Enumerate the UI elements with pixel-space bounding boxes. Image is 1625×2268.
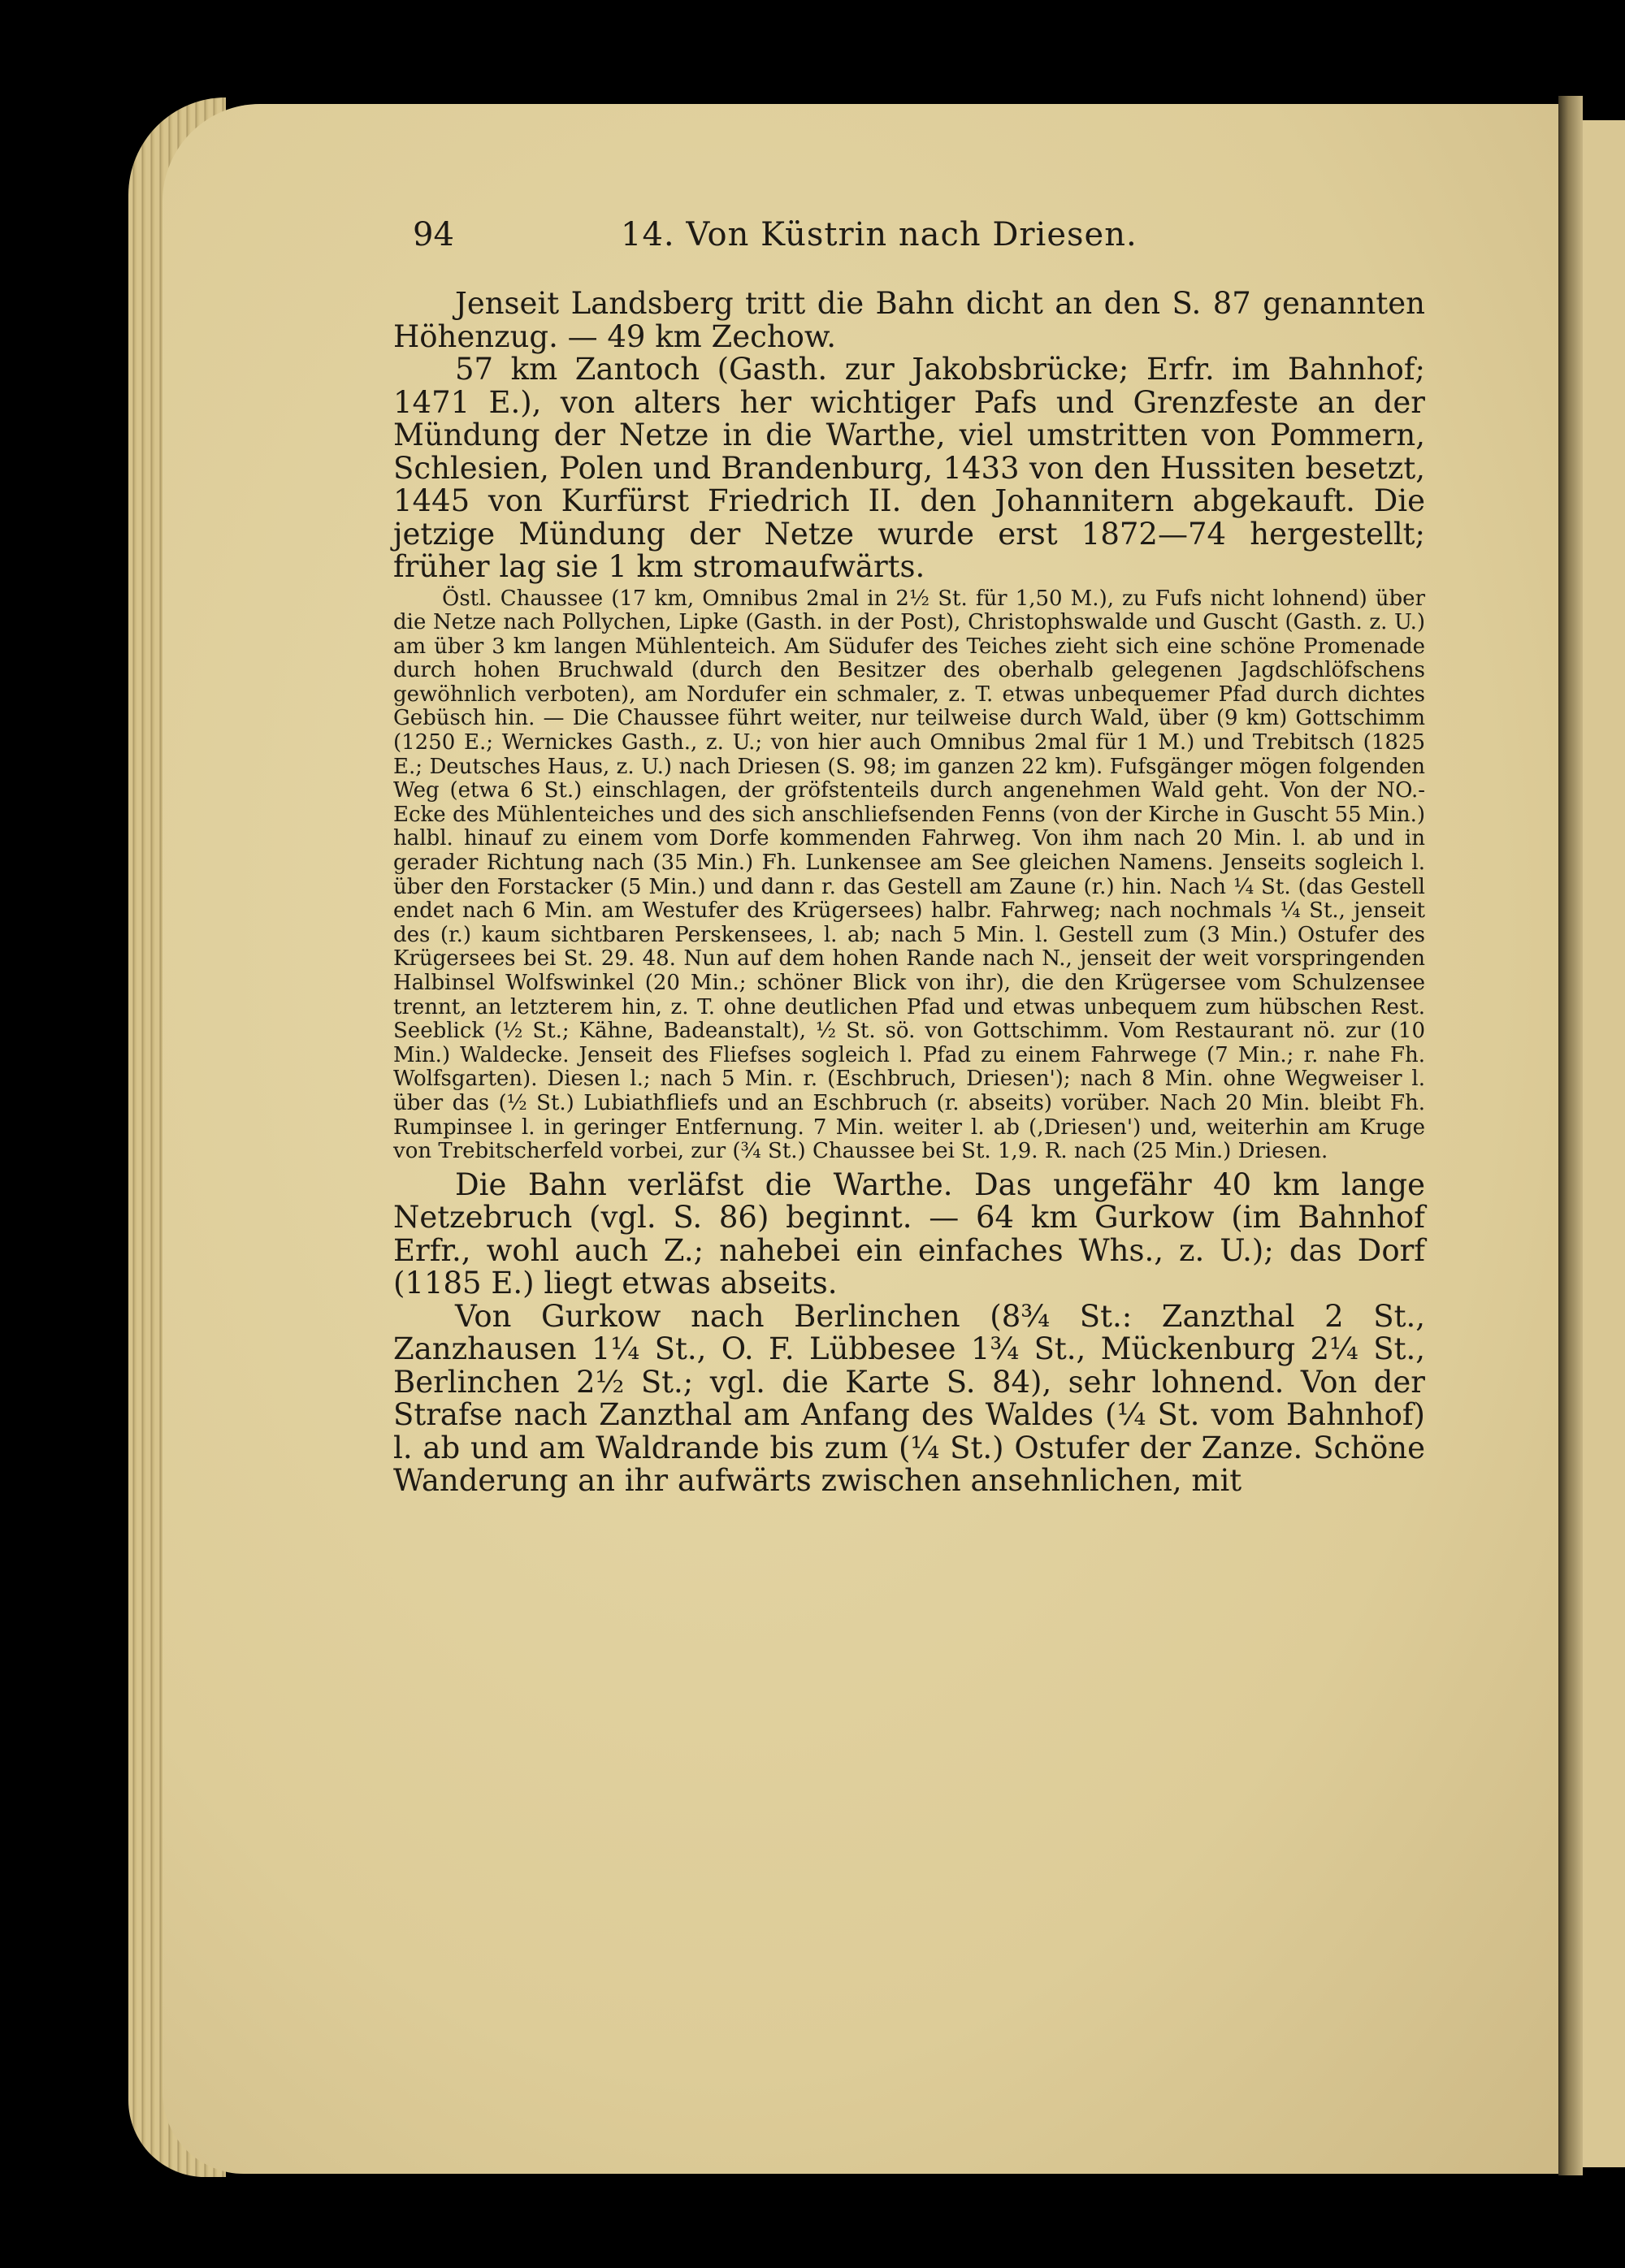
paragraph-5: Von Gurkow nach Berlinchen (8¾ St.: Zanzthal 2 St., Zanzhausen 1¼ St., O. F. Lübbesee 1¾ St., Mückenburg 2¼ St., Berlinchen 2½ St.; vgl. die Karte S. 84), sehr lohnend. Von der Strafse nach Zanzthal am Anfang des Waldes (¼ St. vom Bahnhof) l. ab und am Waldrande bis zum (¼ St.) Ostufer der Zanze. Schöne Wanderung an ihr aufwärts zwischen ansehnlichen, mit: [393, 1298, 1425, 1499]
page-text: [393, 211, 1425, 1498]
running-title: 14. Von Küstrin nach Driesen.: [621, 216, 1138, 253]
paragraph-2: 57 km Zantoch (Gasth. zur Jakobsbrücke; Erfr. im Bahnhof; 1471 E.), von alters her wichtiger Pafs und Grenzfeste an der Mündung der Netze in die Warthe, viel umstritten von Pommern, Schlesien, Polen und Brandenburg, 1433 von den Hussiten besetzt, 1445 von Kurfürst Friedrich II. den Johannitern abgekauft. Die jetzige Mündung der Netze wurde erst 1872—74 hergestellt; früher lag sie 1 km stromaufwärts.: [393, 352, 1425, 584]
paragraph-4: Die Bahn verläfst die Warthe. Das ungefähr 40 km lange Netzebruch (vgl. S. 86) beginnt. — 64 km Gurkow (im Bahnhof Erfr., wohl auch Z.; nahebei ein einfaches Whs., z. U.); das Dorf (1185 E.) liegt etwas abseits.: [393, 1166, 1425, 1301]
page-header: [393, 211, 1425, 268]
facing-page-edge: [1583, 120, 1625, 2167]
paragraph-3-smallprint: Östl. Chaussee (17 km, Omnibus 2mal in 2½ St. für 1,50 M.), zu Fufs nicht lohnend) über die Netze nach Pollychen, Lipke (Gasth. in der Post), Christophswalde und Guscht (Gasth. z. U.) am über 3 km langen Mühlenteich. Am Südufer des Teiches zieht sich eine schöne Promenade durch hohen Bruchwald (durch den Besitzer des oberhalb gelegenen Jagdschlöfschens gewöhnlich verboten), am Nordufer ein schmaler, z. T. etwas unbequemer Pfad durch dichtes Gebüsch hin. — Die Chaussee führt weiter, nur teilweise durch Wald, über (9 km) Gottschimm (1250 E.; Wernickes Gasth., z. U.; von hier auch Omnibus 2mal für 1 M.) und Trebitsch (1825 E.; Deutsches Haus, z. U.) nach Driesen (S. 98; im ganzen 22 km). Fufsgänger mögen folgenden Weg (etwa 6 St.) einschlagen, der gröfstenteils durch angenehmen Wald geht. Von der NO.-Ecke des Mühlenteiches und des sich anschliefsenden Fenns (von der Kirche in Guscht 55 Min.) halbl. hinauf zu einem vom Dorfe kommenden Fahrweg. Von ihm nach 20 Min. l. ab und in gerader Richtung nach (35 Min.) Fh. Lunkensee am See gleichen Namens. Jenseits sogleich l. über den Forstacker (5 Min.) und dann r. das Gestell am Zaune (r.) hin. Nach ¼ St. (das Gestell endet nach 6 Min. am Westufer des Krügersees) halbr. Fahrweg; nach nochmals ¼ St., jenseit des (r.) kaum sichtbaren Perskensees, l. ab; nach 5 Min. l. Gestell zum (3 Min.) Ostufer des Krügersees bei St. 29. 48. Nun auf dem hohen Rande nach N., jenseit der weit vorspringenden Halbinsel Wolfswinkel (20 Min.; schöner Blick von ihr), die den Krügersee vom Schulzensee trennt, an letzterem hin, z. T. ohne deutlichen Pfad und etwas unbequem zum hübschen Rest. Seeblick (½ St.; Kähne, Badeanstalt), ½ St. sö. von Gottschimm. Vom Restaurant nö. zur (10 Min.) Waldecke. Jenseit des Fliefses sogleich l. Pfad zu einem Fahrwege (7 Min.; r. nahe Fh. Wolfsgarten). Diesen l.; nach 5 Min. r. (Eschbruch, Driesen'); nach 8 Min. ohne Wegweiser l. über das (½ St.) Lubiathfliefs und an Eschbruch (r. abseits) vorüber. Nach 20 Min. bleibt Fh. Rumpinsee l. in geringer Entfernung. 7 Min. weiter l. ab (,Driesen') und, weiterhin am Kruge von Trebitscherfeld vorbei, zur (¾ St.) Chaussee bei St. 1,9. R. nach (25 Min.) Driesen.: [393, 586, 1426, 1164]
page-number: 94: [413, 216, 454, 253]
paragraph-1: Jenseit Landsberg tritt die Bahn dicht an den S. 87 genannten Höhenzug. — 49 km Zechow.: [393, 286, 1425, 354]
book-gutter: [1558, 96, 1583, 2175]
